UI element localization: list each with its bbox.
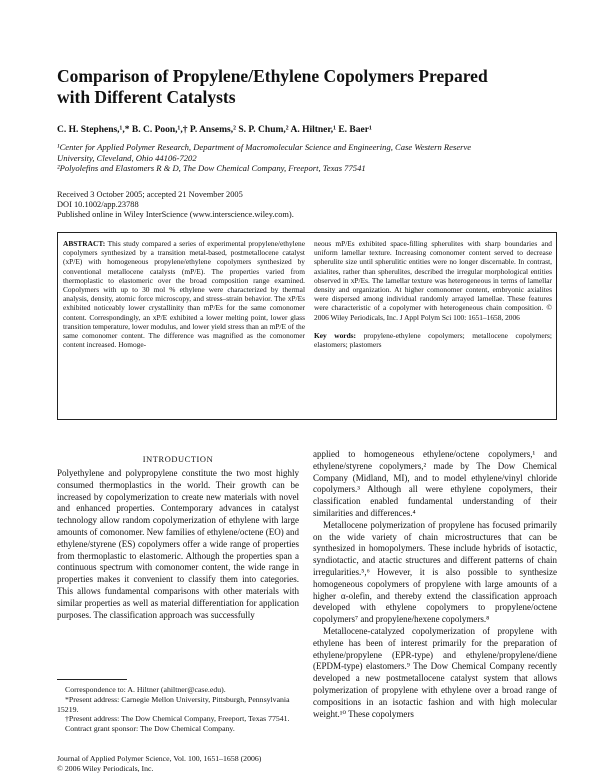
journal-citation — [57, 754, 317, 774]
abstract-text-left: This study compared a series of experimental propylene/ethylene copolymers synthesized by a transition metal-based, postmetallocene catalyst (xP/E) with homogeneous propylene/ethylene copolymers synthesized by conventional metallocene catalysts (mP/E). The properties varied from thermoplastic to elastomeric over the broad composition range examined. Copolymers with up to 30 mol % ethylene were characterized by thermal analysis, density, atomic force microscopy, and stress–strain behavior. The xP/Es exhibited noticeably lower crystallinity than mP/Es for the same comonomer content. Correspondingly, an xP/E exhibited a lower melting point, lower glass transition temperature, lower modulus, and lower yield stress than an mP/E of the same comonomer content. The difference was magnified as the comonomer content increased. Homoge- — [63, 239, 305, 350]
author-list: C. H. Stephens,¹,* B. C. Poon,¹,† P. Ansems,² S. P. Chum,² A. Hiltner,¹ E. Baer¹ — [57, 125, 372, 135]
keywords-label: Key words: — [314, 330, 357, 340]
affiliation-line-1: ¹Center for Applied Polymer Research, Department of Macromolecular Science and Engineering, Case Western Reserve — [57, 142, 472, 152]
received-date: Received 3 October 2005; accepted 21 November 2005 — [57, 190, 243, 199]
abstract-label: ABSTRACT: — [63, 239, 106, 248]
journal-line: Journal of Applied Polymer Science, Vol. 100, 1651–1658 (2006) — [57, 754, 262, 763]
published-online: Published online in Wiley InterScience (www.interscience.wiley.com). — [57, 210, 294, 220]
paragraph: Metallocene-catalyzed copolymerization of propylene with ethylene has been of interest primarily for the preparation of ethylene/propylene (EPR-type) and ethylene/propylene/diene (EPDM-type) elastomers.⁹ The Dow Chemical Company recently developed a new postmetallocene catalyst system that allows polymerization of propylene with ethylene over a broad range of compositions in an isotactic fashion and with high molecular weight.¹⁰ These copolymers — [313, 625, 557, 719]
body-text-right-column — [313, 449, 557, 720]
abstract-text-right: neous mP/Es exhibited space-filling spherulites with sharp boundaries and uniform lamellar texture. Increasing comonomer content served to decrease spherulite size until spherulitic entities were no longer discernable. In contrast, axialites, rather than spherulites, described the irregular morphological entities observed in xP/Es. The lamellar texture was heterogeneous in terms of lamellar density and organization. At higher comonomer content, embryonic axialites were dispersed among individual randomly arrayed lamellae. These features were characteristic of a copolymer with heterogeneous chain composition. © 2006 Wiley Periodicals, Inc. J Appl Polym Sci 100: 1651–1658, 2006 — [314, 239, 552, 322]
footnote-grant-sponsor: Contract grant sponsor: The Dow Chemical Company. — [65, 724, 235, 734]
paragraph: applied to homogeneous ethylene/octene copolymers,¹ and ethylene/styrene copolymers,² made by The Dow Chemical Company (Midland, MI), and to model ethylene/vinyl chloride copolymers.³ Although all were ethylene copolymers, their classification enabled fundamental understanding of their similarities and differences.⁴ — [313, 449, 557, 518]
paragraph: Metallocene polymerization of propylene has focused primarily on the wide variety of chain microstructures that can be synthesized in homopolymers. These include hybrids of isotactic, syndiotactic, and atactic structures and different patterns of chain irregularities.⁵,⁶ However, it is also possible to synthesize homogeneous copolymers of propylene with large amounts of a higher α-olefin, and thereby extend the classification approach developed with ethylene copolymers to propylene/octene copolymers⁷ and propylene/hexene copolymers.⁸ — [313, 519, 557, 625]
footnote-present-address-1: *Present address: Carnegie Mellon University, Pittsburgh, Pennsylvania 15219. — [57, 694, 290, 714]
publication-info — [57, 190, 294, 221]
affiliation-line-3: ²Polyolefins and Elastomers R & D, The Dow Chemical Company, Freeport, Texas 77541 — [57, 163, 366, 173]
body-text-left-column: Polyethylene and polypropylene constitute the two most highly consumed thermoplastics in the world. Their growth can be increased by copolymerization to create new materials with novel and enhanced properties. Contemporary advances in catalyst technology allow random copolymerization of ethylene with large amounts of comonomer. New families of ethylene/octene (EO) and ethylene/styrene (ES) copolymers offer a wide range of properties from thermoplastic to elastomeric. Although the properties span a continuous spectrum with comonomer content, the wide range in properties makes it convenient to classify them into categories. This allows fundamental comparisons with other materials with similar properties as well as material differentiation for application purposes. The classification approach was successfully — [57, 468, 299, 620]
title-line-1: Comparison of Propylene/Ethylene Copolymers Prepared — [57, 66, 488, 86]
doi: DOI 10.1002/app.23788 — [57, 200, 139, 210]
footnotes — [57, 685, 299, 734]
affiliation-line-2: University, Cleveland, Ohio 44106-7202 — [57, 152, 197, 163]
copyright-line: © 2006 Wiley Periodicals, Inc. — [57, 763, 154, 773]
abstract-right-column — [314, 239, 552, 349]
keywords-text: propylene-ethylene copolymers; metallocene copolymers; elastomers; plastomers — [314, 330, 552, 350]
title-line-2: with Different Catalysts — [57, 87, 236, 107]
footnote-present-address-2: †Present address: The Dow Chemical Company, Freeport, Texas 77541. — [65, 714, 290, 724]
section-heading-introduction: INTRODUCTION — [142, 455, 214, 464]
abstract-box — [57, 232, 557, 420]
keywords — [314, 331, 552, 349]
footnote-correspondence: Correspondence to: A. Hiltner (ahiltner@case.edu). — [65, 685, 226, 694]
abstract-left-column — [63, 239, 305, 349]
article-title — [57, 66, 557, 108]
footnote-divider — [57, 679, 127, 680]
